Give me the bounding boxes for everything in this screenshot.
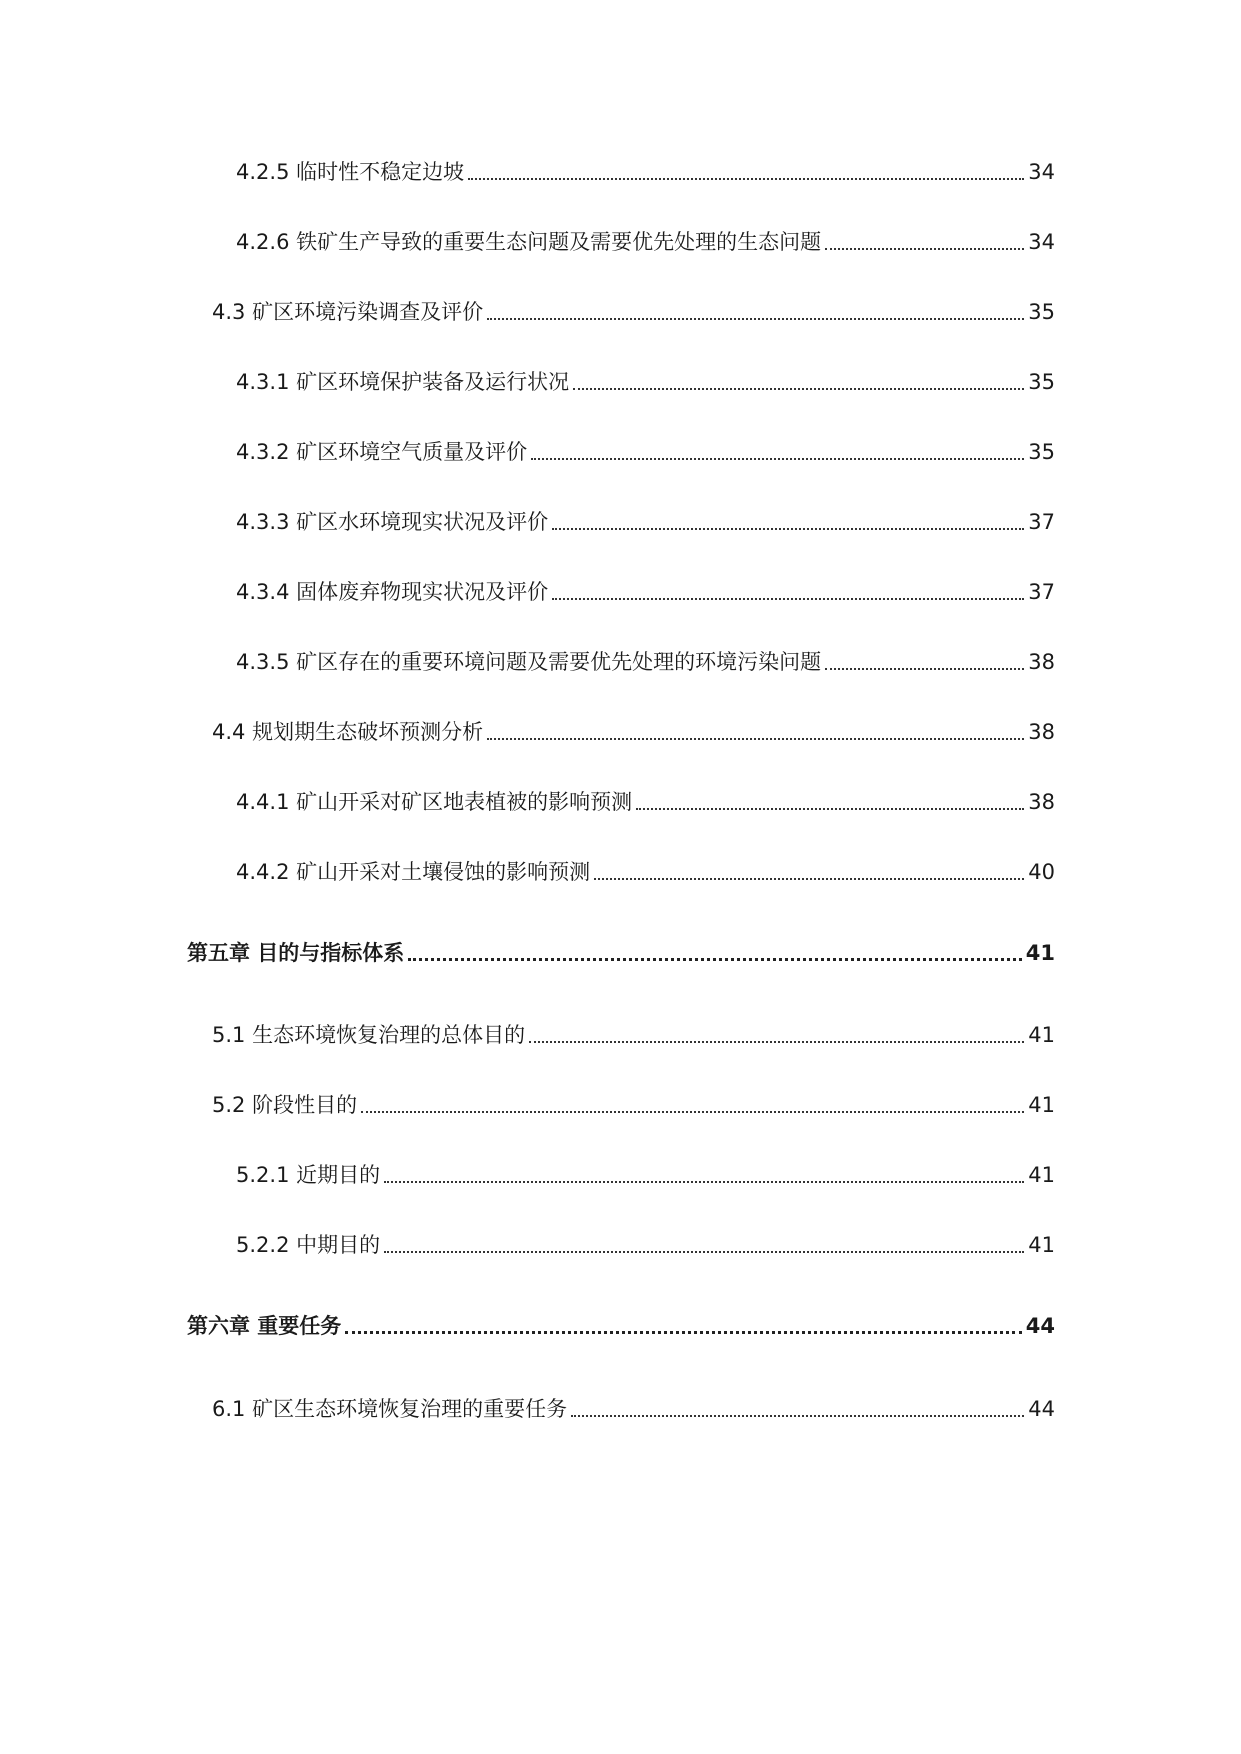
toc-entry-page: 40: [1028, 860, 1055, 884]
toc-dot-leader: [636, 808, 1024, 810]
toc-dot-leader: [573, 388, 1024, 390]
toc-entry-page: 38: [1028, 720, 1055, 744]
toc-entry-page: 34: [1028, 160, 1055, 184]
toc-entry-page: 41: [1025, 941, 1055, 965]
toc-entry-title: 4.3.1 矿区环境保护装备及运行状况: [236, 370, 570, 394]
toc-entry-page: 34: [1028, 230, 1055, 254]
toc-entry-page: 35: [1028, 300, 1055, 324]
toc-dot-leader: [571, 1415, 1024, 1417]
toc-dot-leader: [384, 1181, 1024, 1183]
toc-entry-title: 4.3.5 矿区存在的重要环境问题及需要优先处理的环境污染问题: [236, 650, 822, 674]
toc-entry-title: 4.4.1 矿山开采对矿区地表植被的影响预测: [236, 790, 633, 814]
toc-entry[interactable]: [236, 1155, 1055, 1189]
toc-entry[interactable]: [212, 712, 1055, 746]
toc-dot-leader: [487, 318, 1024, 320]
toc-dot-leader: [594, 878, 1024, 880]
toc-entry[interactable]: [236, 782, 1055, 816]
toc-entry[interactable]: [212, 292, 1055, 326]
toc-entry-page: 41: [1028, 1093, 1055, 1117]
toc-dot-leader: [468, 178, 1024, 180]
toc-entry[interactable]: [212, 1085, 1055, 1119]
toc-dot-leader: [531, 458, 1024, 460]
toc-dot-leader: [487, 738, 1024, 740]
toc-entry-title: 4.3.2 矿区环境空气质量及评价: [236, 440, 528, 464]
toc-chapter-entry[interactable]: [187, 933, 1055, 967]
toc-dot-leader: [529, 1041, 1024, 1043]
toc-dot-leader: [552, 528, 1024, 530]
toc-entry-page: 44: [1028, 1397, 1055, 1421]
toc-entry-title: 5.1 生态环境恢复治理的总体目的: [212, 1023, 526, 1047]
toc-entry-title: 4.2.5 临时性不稳定边坡: [236, 160, 465, 184]
toc-entry-title: 4.4.2 矿山开采对土壤侵蚀的影响预测: [236, 860, 591, 884]
toc-entry-title: 5.2.1 近期目的: [236, 1163, 381, 1187]
toc-entry-page: 38: [1028, 650, 1055, 674]
toc-dot-leader: [345, 1331, 1021, 1334]
toc-entry[interactable]: [236, 572, 1055, 606]
toc-entry-title: 4.3 矿区环境污染调查及评价: [212, 300, 484, 324]
toc-entry-page: 41: [1028, 1233, 1055, 1257]
toc-entry[interactable]: [212, 1015, 1055, 1049]
toc-entry-title: 5.2.2 中期目的: [236, 1233, 381, 1257]
toc-entry-title: 4.3.4 固体废弃物现实状况及评价: [236, 580, 549, 604]
toc-entry-page: 38: [1028, 790, 1055, 814]
toc-dot-leader: [361, 1111, 1024, 1113]
toc-entry-title: 4.4 规划期生态破坏预测分析: [212, 720, 484, 744]
toc-dot-leader: [384, 1251, 1024, 1253]
toc-entry-title: 5.2 阶段性目的: [212, 1093, 358, 1117]
toc-entry-title: 6.1 矿区生态环境恢复治理的重要任务: [212, 1397, 568, 1421]
toc-dot-leader: [552, 598, 1024, 600]
toc-entry[interactable]: [236, 852, 1055, 886]
toc-dot-leader: [825, 668, 1024, 670]
toc-entry-page: 41: [1028, 1163, 1055, 1187]
toc-entry[interactable]: [236, 362, 1055, 396]
toc-entry[interactable]: [236, 152, 1055, 186]
toc-entry-title: 第六章 重要任务: [187, 1314, 342, 1338]
toc-entry-page: 37: [1028, 580, 1055, 604]
toc-entry[interactable]: [236, 432, 1055, 466]
toc-entry-page: 35: [1028, 440, 1055, 464]
toc-entry-page: 44: [1025, 1314, 1055, 1338]
toc-entry-page: 35: [1028, 370, 1055, 394]
toc-dot-leader: [408, 958, 1021, 961]
toc-entry-page: 41: [1028, 1023, 1055, 1047]
toc-chapter-entry[interactable]: [187, 1306, 1055, 1340]
toc-entry-title: 4.2.6 铁矿生产导致的重要生态问题及需要优先处理的生态问题: [236, 230, 822, 254]
toc-entry[interactable]: [236, 642, 1055, 676]
toc-dot-leader: [825, 248, 1024, 250]
toc-entry[interactable]: [236, 1225, 1055, 1259]
toc-entry-title: 第五章 目的与指标体系: [187, 941, 405, 965]
toc-entry[interactable]: [236, 502, 1055, 536]
toc-entry-page: 37: [1028, 510, 1055, 534]
toc-entry-title: 4.3.3 矿区水环境现实状况及评价: [236, 510, 549, 534]
toc-entry[interactable]: [212, 1389, 1055, 1423]
toc-entry[interactable]: [236, 222, 1055, 256]
